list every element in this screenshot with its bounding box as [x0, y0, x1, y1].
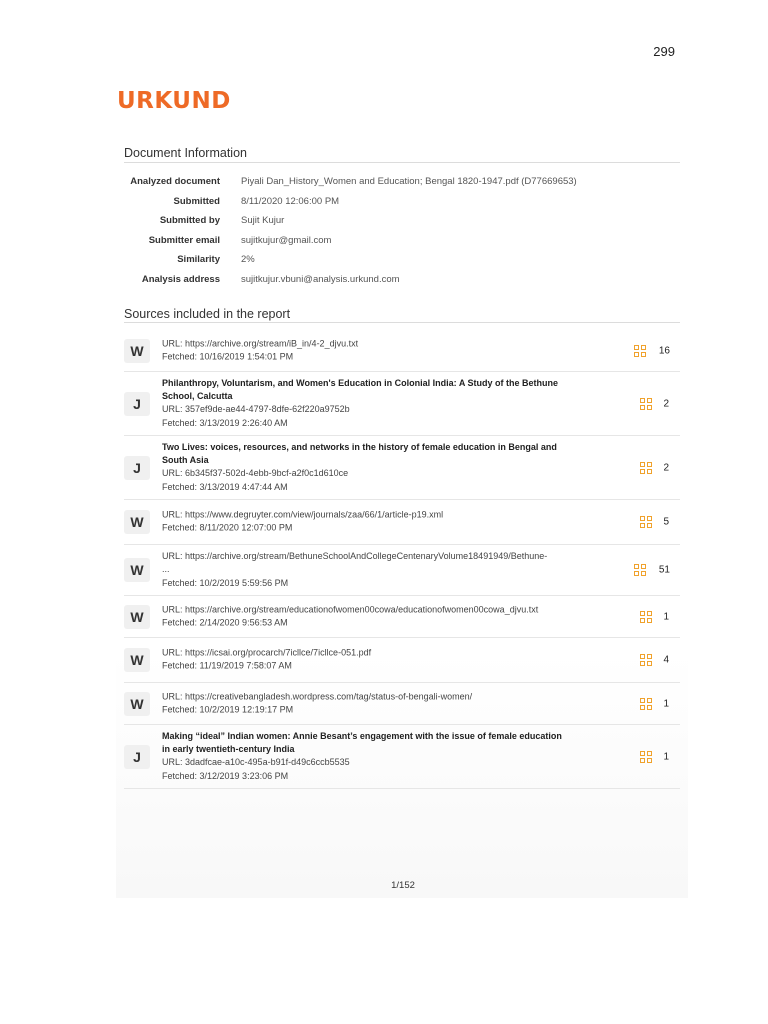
source-row[interactable]: [124, 372, 680, 436]
info-value: sujitkujur@gmail.com: [241, 234, 332, 246]
match-count: 1: [663, 611, 669, 622]
source-fetched: Fetched: 8/11/2020 12:07:00 PM: [162, 523, 293, 533]
sources-heading: Sources included in the report: [124, 307, 291, 321]
match-count: 1: [663, 751, 669, 762]
source-fetched: Fetched: 10/16/2019 1:54:01 PM: [162, 351, 294, 362]
source-type-badge: W: [124, 558, 150, 582]
source-type-badge: W: [124, 510, 150, 534]
matches-grid-icon[interactable]: [640, 398, 652, 410]
matches-grid-icon[interactable]: [640, 516, 652, 528]
source-url[interactable]: URL: https://archive.org/stream/BethuneSchoolAndCollegeCentenaryVolume18491949/Bethune-: [162, 550, 548, 561]
source-url[interactable]: URL: 6b345f37-502d-4ebb-9bcf-a2f0c1d610ce: [162, 468, 349, 479]
source-title: Making “ideal” Indian women: Annie Besant’s engagement with the issue of female education: [162, 730, 562, 741]
source-title: School, Calcutta: [162, 391, 233, 402]
match-count: 2: [663, 398, 669, 409]
source-details: [162, 377, 628, 431]
source-fetched: Fetched: 10/2/2019 5:59:56 PM: [162, 577, 289, 588]
source-row[interactable]: [124, 725, 680, 789]
sources-list: [124, 330, 680, 789]
source-url-continued: ...: [162, 564, 170, 575]
source-details: [162, 550, 628, 590]
source-title: South Asia: [162, 455, 209, 466]
source-details: [162, 647, 628, 674]
info-label: Submitted: [173, 195, 220, 207]
page-number: 299: [653, 44, 675, 59]
section-divider: [124, 162, 680, 163]
source-details: [162, 690, 628, 717]
source-row[interactable]: [124, 596, 680, 638]
source-url[interactable]: URL: https://icsai.org/procarch/7icllce/7icllce-051.pdf: [162, 647, 372, 658]
source-fetched: Fetched: 2/14/2020 9:56:53 AM: [162, 617, 288, 628]
match-count: 4: [663, 654, 669, 666]
source-type-badge: J: [124, 392, 150, 416]
matches-grid-icon[interactable]: [640, 751, 652, 763]
urkund-logo: URKUND: [117, 88, 231, 114]
source-details: [162, 509, 628, 536]
source-url[interactable]: URL: https://archive.org/stream/iB_in/4-2_djvu.txt: [162, 338, 359, 349]
source-row[interactable]: [124, 683, 680, 725]
info-row: [124, 250, 680, 270]
footer-page-counter: 1/152: [391, 880, 415, 891]
source-row[interactable]: [124, 545, 680, 596]
document-information-table: [124, 172, 680, 289]
source-row[interactable]: [124, 638, 680, 683]
section-divider: [124, 322, 680, 323]
matches-grid-icon[interactable]: [640, 698, 652, 710]
matches-grid-icon[interactable]: [640, 654, 652, 666]
source-details: [162, 441, 628, 495]
source-url[interactable]: URL: 3dadfcae-a10c-495a-b91f-d49c6ccb5535: [162, 757, 350, 768]
info-value: sujitkujur.vbuni@analysis.urkund.com: [241, 273, 400, 285]
source-title: in early twentieth-century India: [162, 744, 295, 755]
source-fetched: Fetched: 3/13/2019 4:47:44 AM: [162, 481, 288, 492]
match-count: 51: [658, 564, 670, 576]
source-type-badge: W: [124, 648, 150, 672]
source-type-badge: J: [124, 745, 150, 769]
source-fetched: Fetched: 10/2/2019 12:19:17 PM: [162, 704, 294, 715]
info-label: Analyzed document: [130, 176, 220, 188]
info-row: [124, 231, 680, 251]
document-information-heading: Document Information: [124, 146, 247, 160]
info-row: [124, 192, 680, 212]
matches-grid-icon[interactable]: [634, 564, 646, 576]
matches-grid-icon[interactable]: [640, 611, 652, 623]
info-value: 8/11/2020 12:06:00 PM: [241, 195, 340, 207]
info-row: [124, 172, 680, 192]
info-label: Submitted by: [159, 215, 220, 227]
match-count: 1: [663, 698, 669, 709]
source-type-badge: W: [124, 605, 150, 629]
source-url[interactable]: URL: https://creativebangladesh.wordpress.com/tag/status-of-bengali-women/: [162, 691, 473, 702]
source-fetched: Fetched: 3/13/2019 2:26:40 AM: [162, 417, 288, 428]
source-fetched: Fetched: 11/19/2019 7:58:07 AM: [162, 661, 292, 671]
matches-grid-icon[interactable]: [634, 345, 646, 357]
source-details: [162, 730, 628, 784]
info-label: Submitter email: [148, 234, 220, 246]
source-type-badge: W: [124, 692, 150, 716]
source-row[interactable]: [124, 330, 680, 372]
source-title: Philanthropy, Voluntarism, and Women's Education in Colonial India: A Study of the Bethune: [162, 377, 558, 388]
matches-grid-icon[interactable]: [640, 462, 652, 474]
match-count: 5: [663, 516, 669, 528]
info-label: Analysis address: [141, 273, 220, 285]
info-value: 2%: [241, 254, 255, 266]
match-count: 2: [663, 462, 669, 473]
source-fetched: Fetched: 3/12/2019 3:23:06 PM: [162, 770, 289, 781]
info-value: Piyali Dan_History_Women and Education; Bengal 1820-1947.pdf (D77669653): [241, 176, 577, 188]
info-label: Similarity: [177, 254, 220, 266]
source-type-badge: J: [124, 456, 150, 480]
source-type-badge: W: [124, 339, 150, 363]
source-url[interactable]: URL: https://archive.org/stream/educationofwomen00cowa/educationofwomen00cowa_djvu.txt: [162, 604, 539, 615]
info-row: [124, 270, 680, 290]
source-title: Two Lives: voices, resources, and networks in the history of female education in Bengal and: [162, 441, 557, 452]
source-details: [162, 603, 628, 630]
info-row: [124, 211, 680, 231]
info-value: Sujit Kujur: [241, 215, 285, 227]
match-count: 16: [658, 345, 670, 356]
source-details: [162, 337, 628, 364]
source-row[interactable]: [124, 500, 680, 545]
source-url[interactable]: URL: https://www.degruyter.com/view/journals/zaa/66/1/article-p19.xml: [162, 509, 444, 520]
source-row[interactable]: [124, 436, 680, 500]
source-url[interactable]: URL: 357ef9de-ae44-4797-8dfe-62f220a9752b: [162, 404, 350, 415]
